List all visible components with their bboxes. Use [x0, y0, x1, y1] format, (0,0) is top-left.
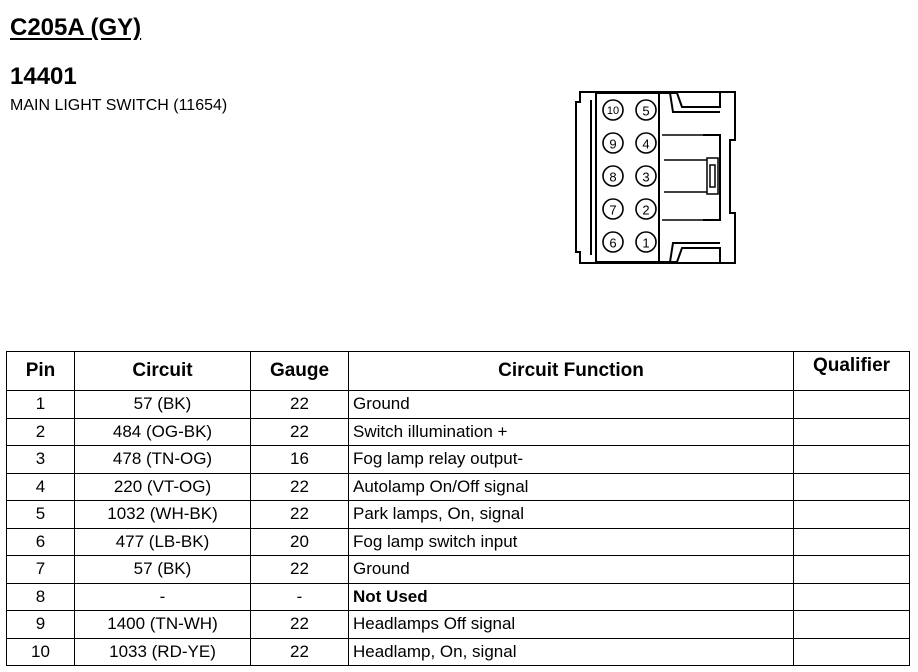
pin-cell: 3	[7, 446, 75, 474]
connector-top-guide	[659, 93, 720, 107]
table-row	[7, 501, 910, 529]
gauge-cell: 22	[251, 418, 349, 446]
table-row	[7, 556, 910, 584]
qualifier-cell	[794, 611, 910, 639]
connector-pin-10	[603, 100, 623, 120]
table-row	[7, 446, 910, 474]
circuit-cell: -	[75, 583, 251, 611]
function-cell: Ground	[349, 556, 794, 584]
pin-number-label: 9	[609, 136, 617, 152]
gauge-cell: 22	[251, 611, 349, 639]
function-column-header: Circuit Function	[349, 352, 794, 391]
pin-cell: 2	[7, 418, 75, 446]
connector-id-title: C205A (GY)	[10, 14, 142, 41]
qualifier-cell	[794, 528, 910, 556]
pin-cell: 8	[7, 583, 75, 611]
pin-number-label: 4	[642, 136, 650, 152]
qualifier-cell	[794, 501, 910, 529]
function-cell: Headlamps Off signal	[349, 611, 794, 639]
connector-bottom-guide	[659, 248, 720, 262]
part-name: MAIN LIGHT SWITCH (11654)	[10, 97, 228, 114]
pin-number-label: 7	[609, 202, 617, 218]
pinout-table	[6, 351, 910, 666]
function-cell: Ground	[349, 391, 794, 419]
function-cell: Headlamp, On, signal	[349, 638, 794, 666]
pin-number-label: 8	[609, 169, 617, 185]
circuit-cell: 484 (OG-BK)	[75, 418, 251, 446]
circuit-cell: 478 (TN-OG)	[75, 446, 251, 474]
function-cell: Switch illumination +	[349, 418, 794, 446]
function-cell: Fog lamp switch input	[349, 528, 794, 556]
connector-pin-3	[636, 166, 656, 186]
circuit-cell: 1400 (TN-WH)	[75, 611, 251, 639]
pin-number-label: 5	[642, 103, 650, 119]
part-number: 14401	[10, 63, 77, 90]
table-header-row	[7, 352, 910, 391]
gauge-cell: 16	[251, 446, 349, 474]
pin-cell: 7	[7, 556, 75, 584]
qualifier-cell	[794, 418, 910, 446]
gauge-cell: 22	[251, 501, 349, 529]
gauge-cell: 22	[251, 556, 349, 584]
connector-pin-5	[636, 100, 656, 120]
connector-pin-2	[636, 199, 656, 219]
connector-lock-rails	[662, 135, 707, 220]
pin-cell: 9	[7, 611, 75, 639]
gauge-cell: 22	[251, 638, 349, 666]
pin-number-label: 3	[642, 169, 650, 185]
connector-lock-latch-inner	[710, 165, 715, 187]
circuit-cell: 1032 (WH-BK)	[75, 501, 251, 529]
gauge-cell: 22	[251, 473, 349, 501]
connector-lock-latch	[707, 158, 718, 194]
table-row	[7, 473, 910, 501]
pin-number-label: 2	[642, 202, 650, 218]
circuit-cell: 57 (BK)	[75, 556, 251, 584]
function-cell: Fog lamp relay output-	[349, 446, 794, 474]
qualifier-cell	[794, 446, 910, 474]
circuit-cell: 57 (BK)	[75, 391, 251, 419]
pin-cell: 10	[7, 638, 75, 666]
function-cell: Not Used	[349, 583, 794, 611]
table-row	[7, 418, 910, 446]
pin-cell: 4	[7, 473, 75, 501]
connector-pin-9	[603, 133, 623, 153]
connector-pin-7	[603, 199, 623, 219]
pin-cell: 6	[7, 528, 75, 556]
function-cell: Park lamps, On, signal	[349, 501, 794, 529]
table-row	[7, 528, 910, 556]
circuit-cell: 477 (LB-BK)	[75, 528, 251, 556]
pin-cell: 1	[7, 391, 75, 419]
qualifier-column-header: Qualifier	[794, 352, 910, 391]
table-row	[7, 391, 910, 419]
function-cell: Autolamp On/Off signal	[349, 473, 794, 501]
qualifier-cell	[794, 583, 910, 611]
connector-pin-4	[636, 133, 656, 153]
pin-column-header: Pin	[7, 352, 75, 391]
circuit-cell: 220 (VT-OG)	[75, 473, 251, 501]
qualifier-cell	[794, 473, 910, 501]
connector-pin-1	[636, 232, 656, 252]
qualifier-cell	[794, 391, 910, 419]
table-row	[7, 638, 910, 666]
connector-face-diagram	[570, 80, 745, 275]
table-row	[7, 611, 910, 639]
pin-number-label: 6	[609, 235, 617, 251]
connector-pin-8	[603, 166, 623, 186]
gauge-cell: -	[251, 583, 349, 611]
circuit-column-header: Circuit	[75, 352, 251, 391]
table-row	[7, 583, 910, 611]
circuit-cell: 1033 (RD-YE)	[75, 638, 251, 666]
gauge-column-header: Gauge	[251, 352, 349, 391]
gauge-cell: 20	[251, 528, 349, 556]
gauge-cell: 22	[251, 391, 349, 419]
pin-number-label: 1	[642, 235, 650, 251]
qualifier-cell	[794, 556, 910, 584]
connector-pin-6	[603, 232, 623, 252]
pin-cell: 5	[7, 501, 75, 529]
qualifier-cell	[794, 638, 910, 666]
pin-number-label: 10	[606, 105, 620, 117]
